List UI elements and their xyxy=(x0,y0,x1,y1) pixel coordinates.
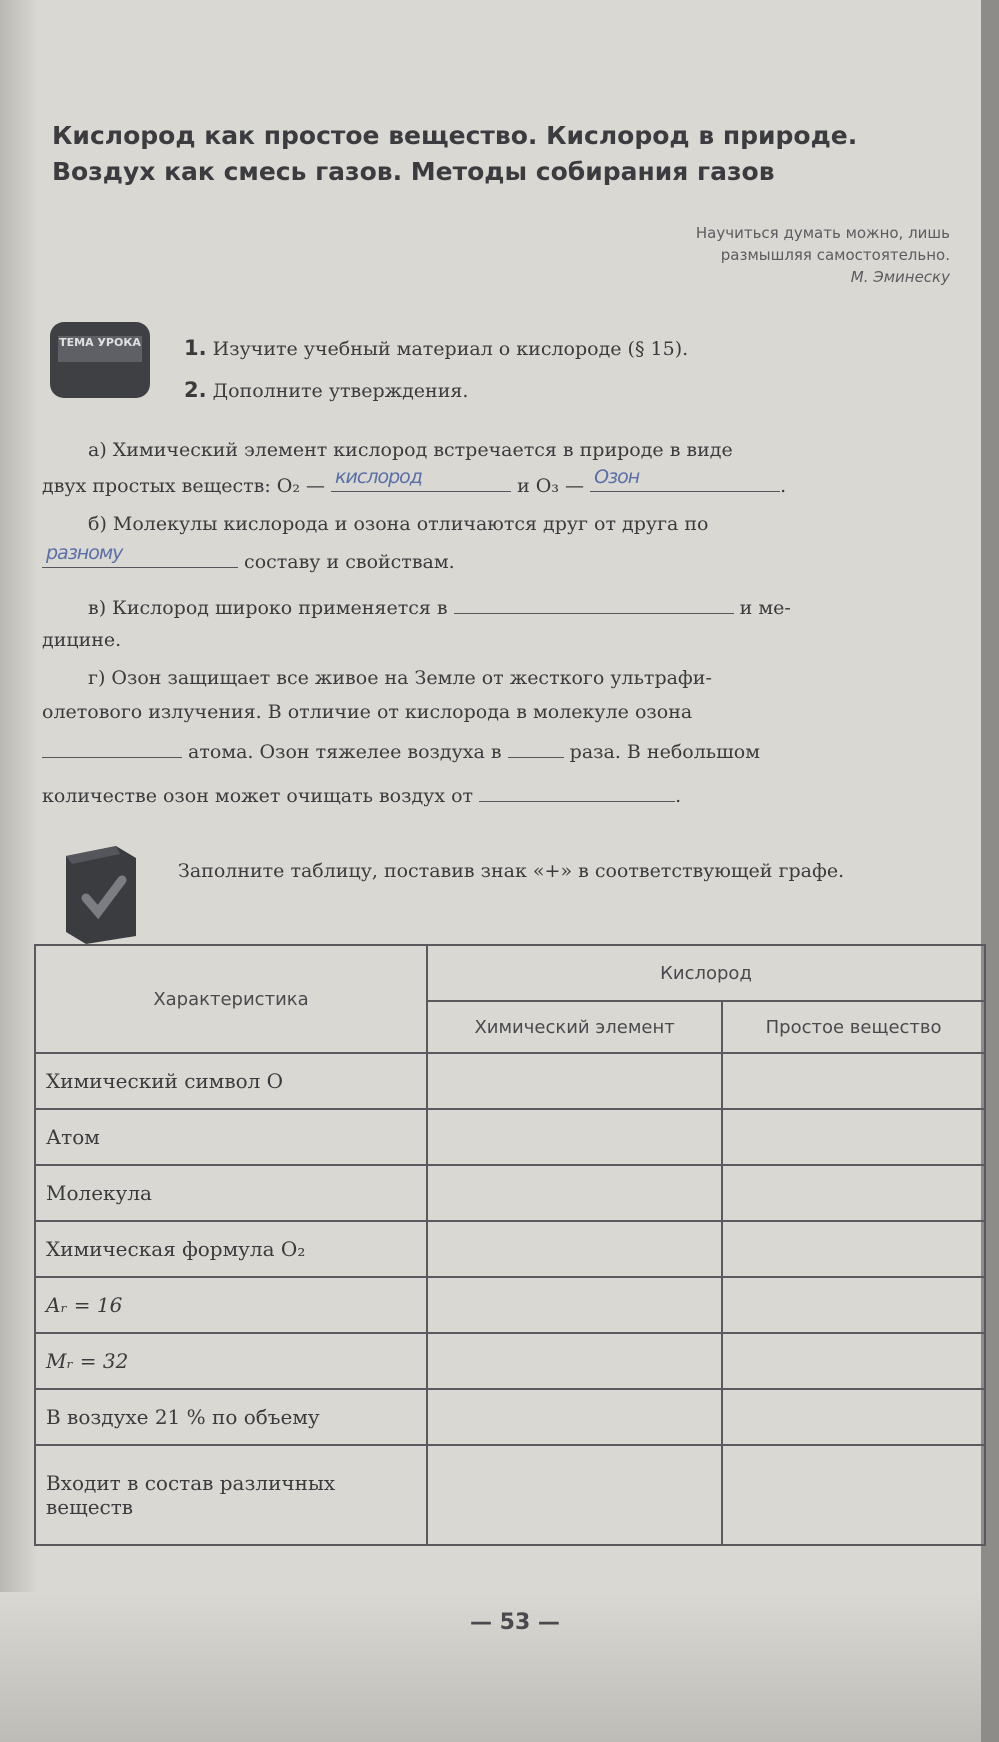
statement-v-line-2: дицине. xyxy=(42,629,122,651)
answer-blank-composition[interactable] xyxy=(42,542,238,568)
row-label: Молекула xyxy=(35,1165,427,1221)
book-check-icon xyxy=(56,846,140,944)
statement-a-mid: и O₃ — xyxy=(517,475,585,497)
table-row xyxy=(35,1221,985,1277)
table-row xyxy=(35,1053,985,1109)
header-chemical-element: Химический элемент xyxy=(427,1001,722,1053)
header-oxygen: Кислород xyxy=(427,945,985,1001)
epigraph-line-1: Научиться думать можно, лишь xyxy=(695,224,950,242)
table-row xyxy=(35,1445,985,1545)
answer-blank-atoms[interactable] xyxy=(42,739,182,758)
handwritten-answer-o3: Озон xyxy=(594,466,640,488)
table-row xyxy=(35,1109,985,1165)
cell-element[interactable] xyxy=(427,1221,722,1277)
header-simple-substance: Простое вещество xyxy=(722,1001,985,1053)
statement-b-line-2 xyxy=(42,542,954,576)
handwritten-answer-composition: разному xyxy=(46,542,123,564)
task-1 xyxy=(42,334,999,363)
statement-b-line-1: б) Молекулы кислорода и озона отличаются друг от друга по xyxy=(88,513,709,535)
row-label: Атом xyxy=(35,1109,427,1165)
task-3-text: Заполните таблицу, поставив знак «+» в соответствующей графе. xyxy=(178,860,845,882)
epigraph-line-2: размышляя самостоятельно. xyxy=(720,246,950,264)
statement-b-end: составу и свойствам. xyxy=(244,551,455,573)
header-characteristic: Характеристика xyxy=(35,945,427,1053)
row-label: В воздухе 21 % по объему xyxy=(35,1389,427,1445)
cell-substance[interactable] xyxy=(722,1053,985,1109)
cell-substance[interactable] xyxy=(722,1109,985,1165)
task-1-number: 1. xyxy=(184,336,207,360)
row-label: Химическая формула O₂ xyxy=(35,1221,427,1277)
row-label: Химический символ O xyxy=(35,1053,427,1109)
statement-g-line-1: г) Озон защищает все живое на Земле от жесткого ультрафи- xyxy=(88,667,712,689)
task-1-text: Изучите учебный материал о кислороде (§ 15). xyxy=(212,338,689,360)
row-label: Входит в состав различных веществ xyxy=(35,1445,427,1545)
cell-element[interactable] xyxy=(427,1445,722,1545)
epigraph xyxy=(560,222,950,288)
table-row xyxy=(35,1333,985,1389)
cell-substance[interactable] xyxy=(722,1333,985,1389)
statement-a-line-2 xyxy=(42,466,954,500)
cell-element[interactable] xyxy=(427,1389,722,1445)
statement-a-start: двух простых веществ: O₂ — xyxy=(42,475,325,497)
table-row xyxy=(35,1165,985,1221)
cell-element[interactable] xyxy=(427,1053,722,1109)
statement-g-atoms: атома. Озон тяжелее воздуха в xyxy=(188,741,502,763)
cell-substance[interactable] xyxy=(722,1165,985,1221)
cell-element[interactable] xyxy=(427,1165,722,1221)
statement-g-line-2: олетового излучения. В отличие от кислорода в молекуле озона xyxy=(42,701,693,723)
statement-g-line-4 xyxy=(42,782,954,810)
task-2-text: Дополните утверждения. xyxy=(212,380,469,402)
table-row xyxy=(35,1389,985,1445)
cell-element[interactable] xyxy=(427,1277,722,1333)
epigraph-author: М. Эминеску xyxy=(850,268,950,286)
answer-blank-purify[interactable] xyxy=(479,783,675,802)
page-title: Кислород как простое вещество. Кислород в природе. Воздух как смесь газов. Методы собирания газов xyxy=(52,121,858,186)
cell-element[interactable] xyxy=(427,1109,722,1165)
task-2 xyxy=(42,376,999,405)
table-row xyxy=(35,1277,985,1333)
row-label: Mᵣ = 32 xyxy=(35,1333,427,1389)
statement-g-line-3 xyxy=(42,738,954,766)
task-2-number: 2. xyxy=(184,378,207,402)
row-label: Aᵣ = 16 xyxy=(35,1277,427,1333)
statement-v-line-1 xyxy=(42,594,999,622)
statement-a-end: . xyxy=(780,475,787,497)
statement-g-purify: количестве озон может очищать воздух от xyxy=(42,785,474,807)
statement-g-times: раза. В небольшом xyxy=(569,741,761,763)
oxygen-table xyxy=(34,944,986,1546)
handwritten-answer-o2: кислород xyxy=(335,466,422,488)
statement-v-end: и ме- xyxy=(739,597,791,619)
answer-blank-times[interactable] xyxy=(508,739,564,758)
cell-element[interactable] xyxy=(427,1333,722,1389)
cell-substance[interactable] xyxy=(722,1277,985,1333)
statement-v-start: в) Кислород широко применяется в xyxy=(88,597,448,619)
answer-blank-application[interactable] xyxy=(454,595,734,614)
answer-blank-o3[interactable] xyxy=(590,466,780,492)
binding-shadow xyxy=(0,0,38,1742)
badge-label: ТЕМА УРОКА xyxy=(58,336,142,362)
answer-blank-o2[interactable] xyxy=(331,466,511,492)
statement-g-end: . xyxy=(675,785,682,807)
cell-substance[interactable] xyxy=(722,1221,985,1277)
page-number: — 53 — xyxy=(470,1610,560,1635)
cell-substance[interactable] xyxy=(722,1389,985,1445)
statement-a-line-1: а) Химический элемент кислород встречается в природе в виде xyxy=(88,439,733,461)
cell-substance[interactable] xyxy=(722,1445,985,1545)
